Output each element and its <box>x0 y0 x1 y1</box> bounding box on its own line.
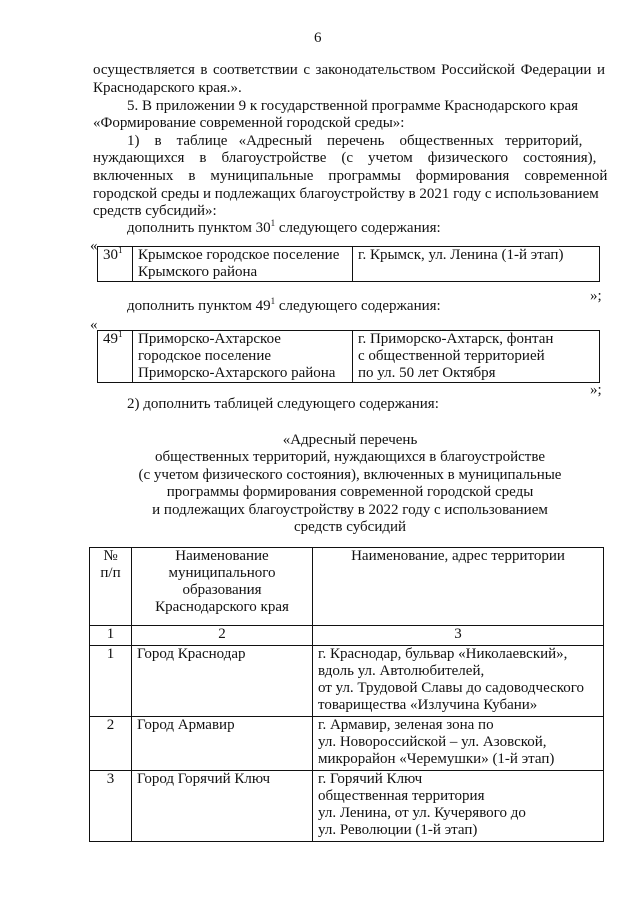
paragraph-line: 1) в таблице «Адресный перечень общественных территорий, <box>127 133 583 149</box>
table-title-line: «Адресный перечень <box>282 432 418 448</box>
table-title-line: средств субсидий <box>293 519 407 535</box>
close-quote: »; <box>590 382 602 398</box>
table-cell-address: г. Армавир, зеленая зона по ул. Новороссийской – ул. Азовской, микрорайон «Черемушки» (1-й этап) <box>313 717 604 771</box>
insert-table-49 <box>97 330 600 383</box>
table-cell-municipality: Крымское городское поселение Крымского района <box>133 247 353 282</box>
paragraph-line: 5. В приложении 9 к государственной программе Краснодарского края <box>127 98 579 114</box>
index-cell: 2 <box>132 626 313 646</box>
close-quote: »; <box>590 288 602 304</box>
index-cell: 3 <box>313 626 604 646</box>
paragraph-line: включенных в муниципальные программы формирования современной <box>93 168 608 184</box>
table-cell-num: $49^1$ <box>98 331 133 383</box>
table-index-row <box>90 626 604 646</box>
index-cell: 1 <box>90 626 132 646</box>
paragraph-line: 2) дополнить таблицей следующего содержания: <box>127 396 439 412</box>
table-title-line: общественных территорий, нуждающихся в благоустройстве <box>155 449 545 465</box>
table-title-line: программы формирования современной городской среды <box>166 484 534 500</box>
add-item-intro: дополнить пунктом $49^1$ следующего содержания: <box>127 296 441 314</box>
table-cell-num: 2 <box>90 717 132 771</box>
table-row <box>90 646 604 717</box>
header-cell-num: № п/п <box>90 548 132 626</box>
table-cell-municipality: Город Армавир <box>132 717 313 771</box>
table-header-row <box>90 548 604 626</box>
table-cell-num: 1 <box>90 646 132 717</box>
paragraph-line: «Формирование современной городской среды»: <box>93 115 405 131</box>
table-row <box>90 771 604 842</box>
table-cell-num: 3 <box>90 771 132 842</box>
table-cell-address: г. Горячий Ключ общественная территория ул. Ленина, от ул. Кучерявого до ул. Революции (1-й этап) <box>313 771 604 842</box>
table-row <box>90 717 604 771</box>
table-row <box>98 247 600 282</box>
insert-table-30 <box>97 246 600 282</box>
header-cell-municipality: Наименование муниципального образования Краснодарского края <box>132 548 313 626</box>
open-quote: « <box>90 317 98 333</box>
table-cell-municipality: Приморско-Ахтарское городское поселение Приморско-Ахтарского района <box>133 331 353 383</box>
table-row <box>98 331 600 383</box>
paragraph-line: осуществляется в соответствии с законодательством Российской Федерации и <box>93 62 605 78</box>
table-cell-municipality: Город Горячий Ключ <box>132 771 313 842</box>
paragraph-line: городской среды и подлежащих благоустройству в 2021 году с использованием <box>93 186 599 202</box>
paragraph-line: Краснодарского края.». <box>93 80 242 96</box>
table-title-line: и подлежащих благоустройству в 2022 году с использованием <box>152 502 548 518</box>
add-item-intro: дополнить пунктом $30^1$ следующего содержания: <box>127 218 441 236</box>
table-cell-address: г. Краснодар, бульвар «Николаевский», вдоль ул. Автолюбителей, от ул. Трудовой Славы до садоводческого товарищества «Излучина Кубани» <box>313 646 604 717</box>
address-table <box>89 547 604 842</box>
table-title-line: (с учетом физического состояния), включенных в муниципальные <box>138 467 562 483</box>
paragraph-line: средств субсидий»: <box>93 203 217 219</box>
header-cell-address: Наименование, адрес территории <box>313 548 604 626</box>
page-number: 6 <box>314 30 322 46</box>
table-cell-address: г. Крымск, ул. Ленина (1-й этап) <box>353 247 600 282</box>
table-cell-num: $30^1$ <box>98 247 133 282</box>
table-cell-municipality: Город Краснодар <box>132 646 313 717</box>
open-quote: « <box>90 238 98 254</box>
table-cell-address: г. Приморско-Ахтарск, фонтан с общественной территорией по ул. 50 лет Октября <box>353 331 600 383</box>
paragraph-line: нуждающихся в благоустройстве (с учетом физического состояния), <box>93 150 597 166</box>
